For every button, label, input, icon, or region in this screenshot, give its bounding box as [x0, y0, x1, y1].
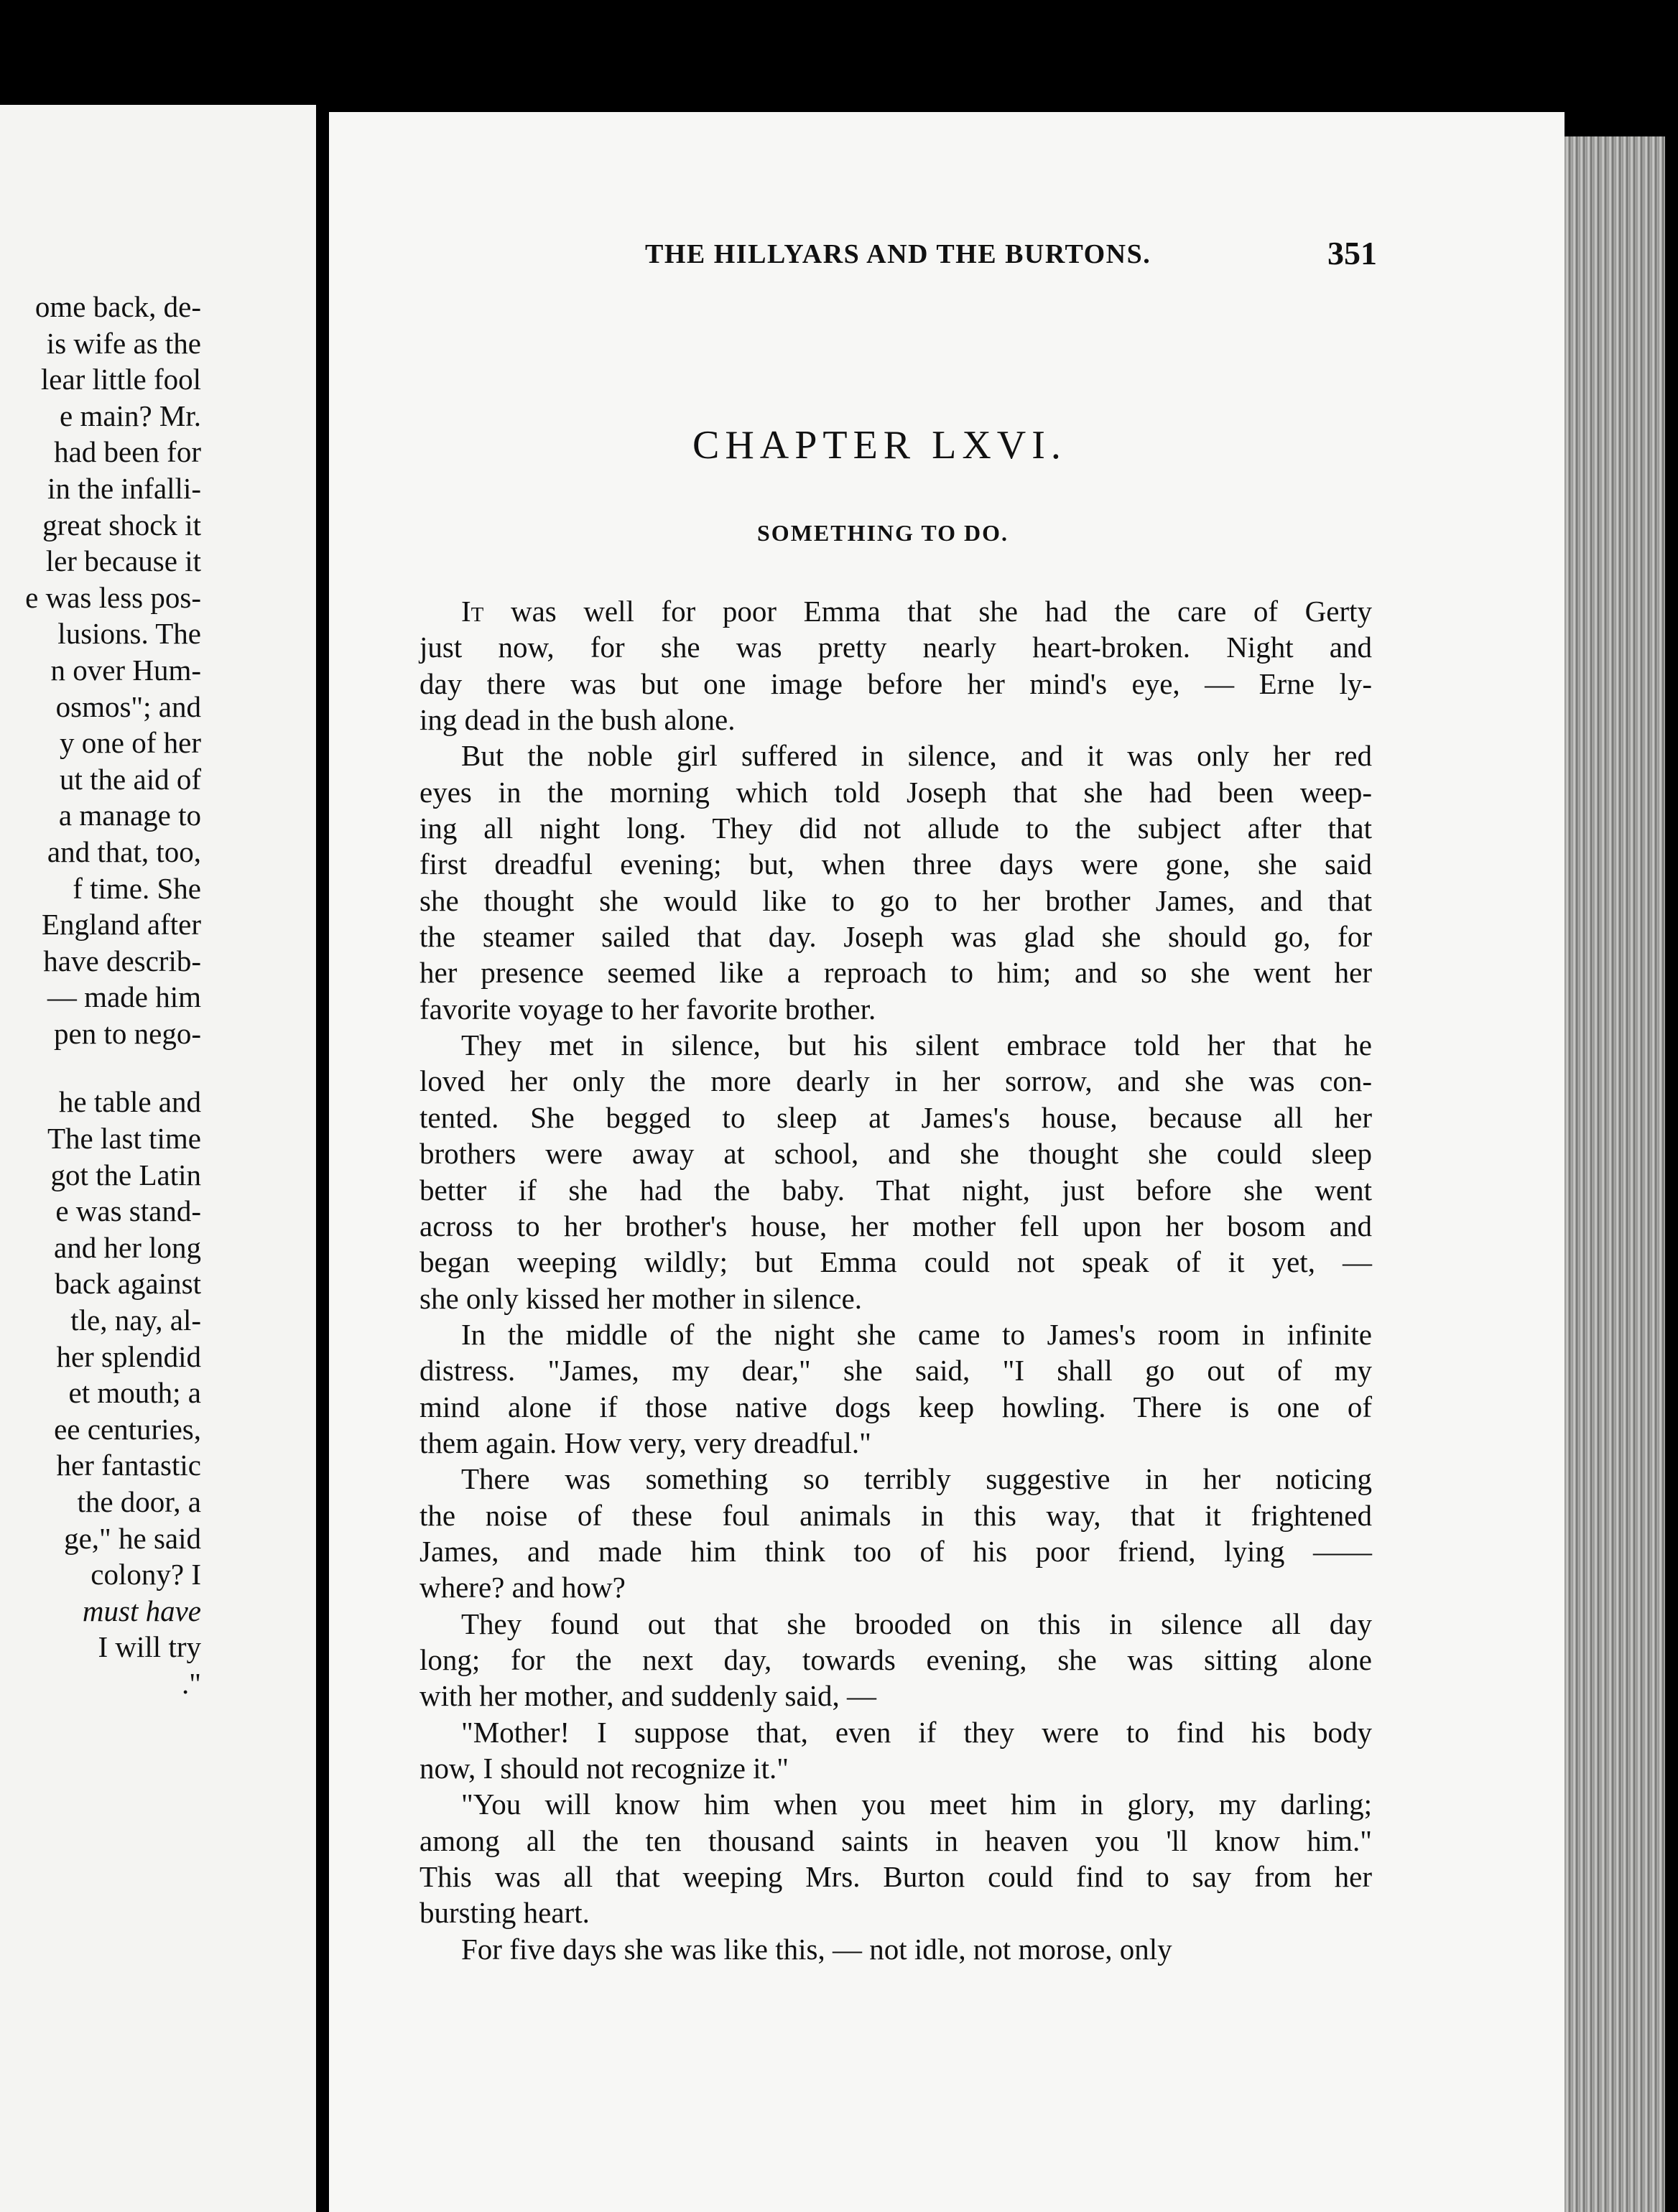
paragraph-gap	[0, 1051, 201, 1084]
left-page-line: The last time	[47, 1122, 201, 1156]
text-line: There was something so terribly suggestive in her noticing	[461, 1462, 1372, 1496]
text-line: across to her brother's house, her mother fell upon her bosom and	[420, 1209, 1372, 1242]
text-line: day there was but one image before her mind's eye, — Erne ly-	[420, 666, 1372, 700]
left-page-line: in the infalli-	[47, 471, 201, 505]
paragraph	[420, 1714, 1372, 1787]
text-line: They met in silence, but his silent embrace told her that he	[461, 1028, 1372, 1062]
page-number: 351	[1327, 235, 1377, 271]
text-line: This was all that weeping Mrs. Burton could find to say from her	[420, 1860, 1372, 1894]
text-line: favorite voyage to her favorite brother.	[420, 992, 876, 1026]
left-page-line: ee centuries,	[54, 1412, 201, 1446]
left-page-line: England after	[42, 908, 201, 942]
opening-word: It	[461, 595, 484, 628]
left-page-line: — made him	[47, 980, 201, 1014]
left-page-line: e main? Mr.	[60, 399, 201, 432]
text-line: her presence seemed like a reproach to him; and so she went her	[420, 956, 1372, 990]
left-page-line: f time. She	[73, 871, 201, 905]
left-page-line: tle, nay, al-	[70, 1304, 201, 1337]
text-line: For five days she was like this, — not idle, not morose, only	[461, 1932, 1172, 1966]
text-line: loved her only the more dearly in her sorrow, and she was con-	[420, 1064, 1372, 1098]
text-line: bursting heart.	[420, 1896, 590, 1930]
text-line: among all the ten thousand saints in heaven you 'll know him."	[420, 1823, 1372, 1857]
paragraph	[420, 1786, 1372, 1930]
left-page-line: ."	[182, 1666, 201, 1700]
text-line: the noise of these foul animals in this way, that it frightened	[420, 1498, 1372, 1532]
left-page-line: ut the aid of	[60, 762, 201, 796]
left-page-line: colony? I	[91, 1558, 201, 1591]
text-line: first dreadful evening; but, when three days were gone, she said	[420, 847, 1372, 881]
text-line: with her mother, and suddenly said, —	[420, 1679, 877, 1713]
left-page-line: back against	[55, 1267, 201, 1301]
running-header: THE HILLYARS AND THE BURTONS.	[645, 239, 1151, 269]
left-page-line: y one of her	[60, 726, 201, 760]
paragraph	[420, 593, 1372, 738]
left-page-line: I will try	[98, 1630, 201, 1664]
paragraph	[420, 1606, 1372, 1714]
line-text: was well for poor Emma that she had the care of Gerty	[483, 595, 1372, 628]
book-page-edges	[1557, 136, 1665, 2212]
chapter-subtitle: SOMETHING TO DO.	[757, 520, 1009, 546]
left-page-line: n over Hum-	[50, 653, 201, 687]
left-page-line: is wife as the	[46, 326, 201, 360]
paragraph	[420, 738, 1372, 1027]
text-line: But the noble girl suffered in silence, and it was only her red	[461, 739, 1372, 773]
left-page-line: ge," he said	[64, 1521, 201, 1555]
left-page	[0, 105, 316, 2212]
left-page-line: her splendid	[56, 1339, 201, 1373]
left-page-text	[0, 289, 201, 1702]
left-page-line: pen to nego-	[54, 1016, 201, 1050]
text-line: now, I should not recognize it."	[420, 1752, 789, 1785]
left-page-line: the door, a	[77, 1485, 201, 1518]
text-line: ing all night long. They did not allude to the subject after that	[420, 812, 1372, 845]
text-line: distress. "James, my dear," she said, "I shall go out of my	[420, 1354, 1372, 1388]
text-line: long; for the next day, towards evening, she was sitting alone	[420, 1642, 1372, 1676]
text-line: mind alone if those native dogs keep howling. There is one of	[420, 1390, 1372, 1423]
text-line: them again. How very, very dreadful."	[420, 1426, 871, 1459]
text-line: "Mother! I suppose that, even if they were to find his body	[461, 1715, 1372, 1749]
left-page-line: must have	[82, 1594, 201, 1627]
left-page-line: ler because it	[45, 544, 201, 578]
text-line: she only kissed her mother in silence.	[420, 1281, 863, 1315]
paragraph	[420, 1027, 1372, 1316]
paragraph	[420, 1316, 1372, 1461]
left-page-line: had been for	[54, 435, 201, 469]
text-line: brothers were away at school, and she thought she could sleep	[420, 1137, 1372, 1171]
text-line: eyes in the morning which told Joseph that she had been weep-	[420, 775, 1372, 809]
paragraph	[420, 1931, 1372, 1967]
left-page-line: he table and	[58, 1085, 201, 1119]
text-line: ing dead in the bush alone.	[420, 703, 736, 737]
chapter-title: CHAPTER LXVI.	[692, 423, 1067, 468]
text-line	[420, 593, 1372, 629]
left-page-line: her fantastic	[56, 1449, 201, 1482]
left-page-line: e was stand-	[55, 1194, 201, 1228]
text-line: better if she had the baby. That night, just before she went	[420, 1173, 1372, 1207]
chapter-body	[420, 593, 1372, 1967]
left-page-line: e was less pos-	[25, 580, 201, 614]
left-page-line: got the Latin	[50, 1158, 201, 1191]
text-line: "You will know him when you meet him in glory, my darling;	[461, 1788, 1372, 1821]
text-line: They found out that she brooded on this in silence all day	[461, 1607, 1372, 1640]
left-page-line: great shock it	[42, 508, 201, 542]
text-line: James, and made him think too of his poor friend, lying ——	[420, 1534, 1372, 1568]
text-line: where? and how?	[420, 1571, 626, 1604]
text-line: began weeping wildly; but Emma could not speak of it yet, —	[420, 1245, 1372, 1279]
left-page-line: lusions. The	[57, 617, 201, 651]
text-line: the steamer sailed that day. Joseph was glad she should go, for	[420, 920, 1372, 954]
paragraph	[420, 1461, 1372, 1605]
left-page-line: lear little fool	[40, 363, 201, 396]
left-page-line: and that, too,	[47, 835, 201, 868]
text-line: In the middle of the night she came to James's room in infinite	[461, 1317, 1372, 1351]
text-line: she thought she would like to go to her brother James, and that	[420, 883, 1372, 917]
left-page-line: and her long	[54, 1230, 201, 1264]
text-line: tented. She begged to sleep at James's house, because all her	[420, 1100, 1372, 1134]
left-page-line: have describ-	[43, 944, 201, 977]
left-page-line: osmos"; and	[55, 689, 201, 723]
left-page-line: a manage to	[58, 799, 201, 832]
left-page-line: ome back, de-	[34, 290, 201, 323]
text-line: just now, for she was pretty nearly heart-broken. Night and	[420, 631, 1372, 664]
left-page-line: et mouth; a	[68, 1376, 201, 1410]
